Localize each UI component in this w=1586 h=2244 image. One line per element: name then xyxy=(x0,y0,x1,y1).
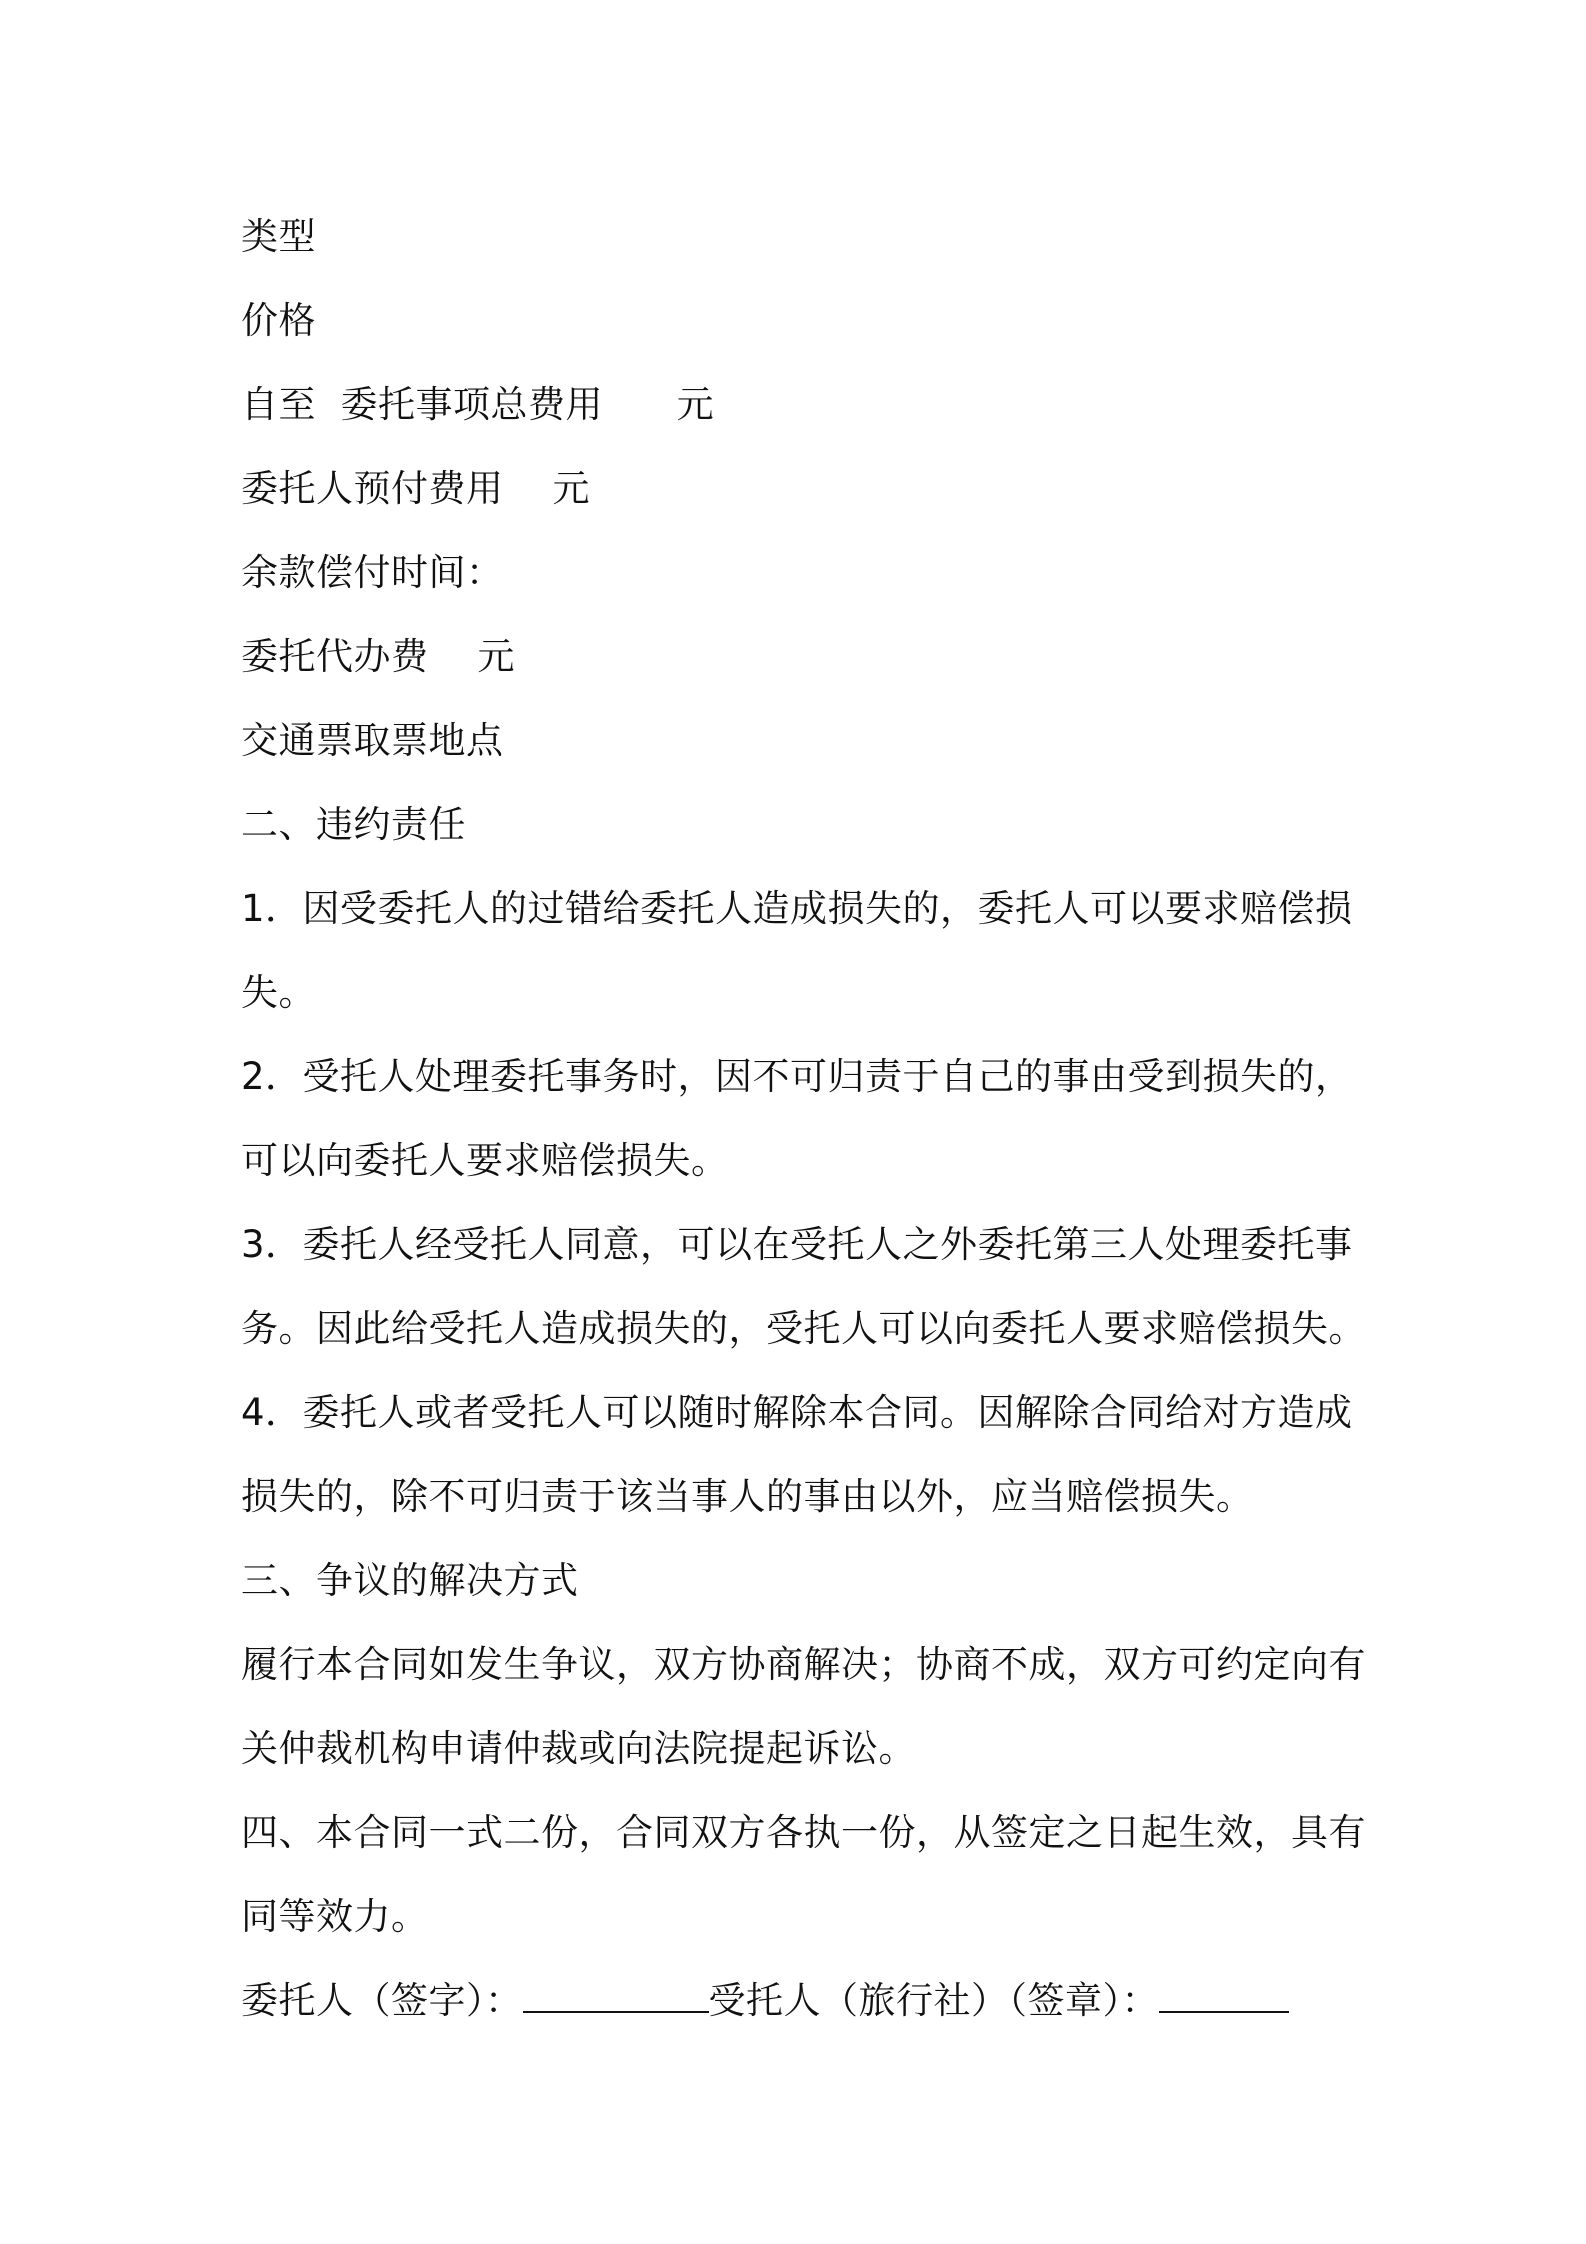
dispute-line-1: 履行本合同如发生争议，双方协商解决；协商不成，双方可约定向有 xyxy=(241,1643,1366,1686)
field-price: 价格 xyxy=(241,299,316,342)
dispute-line-2: 关仲裁机构申请仲裁或向法院提起诉讼。 xyxy=(241,1727,916,1770)
section-heading-liability: 二、违约责任 xyxy=(241,803,466,846)
field-ticket-pickup-location: 交通票取票地点 xyxy=(241,719,504,762)
agent-signature-label: 受托人（旅行社）（签章）： xyxy=(708,1979,1159,2022)
copies-paragraph xyxy=(241,1791,1366,1959)
liability-item-4-line-2: 损失的，除不可归责于该当事人的事由以外，应当赔偿损失。 xyxy=(241,1475,1254,1518)
section-heading-dispute: 三、争议的解决方式 xyxy=(241,1559,579,1602)
client-signature-blank[interactable] xyxy=(523,1983,709,2013)
liability-item-1 xyxy=(241,867,1361,1035)
field-period-total-fee: 自至 委托事项总费用 元 xyxy=(241,383,715,426)
field-agency-fee: 委托代办费 元 xyxy=(241,635,516,678)
liability-item-1-line-1: 1．因受委托人的过错给委托人造成损失的，委托人可以要求赔偿损 xyxy=(241,887,1353,930)
field-type: 类型 xyxy=(241,215,316,258)
liability-item-4-line-1: 4．委托人或者受托人可以随时解除本合同。因解除合同给对方造成 xyxy=(241,1391,1353,1434)
document-body xyxy=(241,195,1366,2043)
field-balance-payment-time: 余款偿付时间： xyxy=(241,551,504,594)
liability-item-3-line-1: 3．委托人经受托人同意，可以在受托人之外委托第三人处理委托事 xyxy=(241,1223,1353,1266)
agent-signature-blank[interactable] xyxy=(1159,1983,1289,2013)
liability-item-2 xyxy=(241,1035,1361,1203)
liability-item-2-line-1: 2．受托人处理委托事务时，因不可归责于自己的事由受到损失的， xyxy=(241,1055,1353,1098)
field-prepaid-fee: 委托人预付费用 元 xyxy=(241,467,591,510)
copies-line-1: 四、本合同一式二份，合同双方各执一份，从签定之日起生效，具有 xyxy=(241,1811,1366,1854)
liability-item-4 xyxy=(241,1371,1361,1539)
liability-item-3 xyxy=(241,1203,1366,1371)
copies-line-2: 同等效力。 xyxy=(241,1895,429,1938)
liability-item-3-line-2: 务。因此给受托人造成损失的，受托人可以向委托人要求赔偿损失。 xyxy=(241,1307,1366,1350)
liability-item-1-line-2: 失。 xyxy=(241,971,316,1014)
liability-item-2-line-2: 可以向委托人要求赔偿损失。 xyxy=(241,1139,729,1182)
client-signature-label: 委托人（签字）： xyxy=(241,1979,523,2022)
dispute-paragraph xyxy=(241,1623,1366,1791)
signature-line xyxy=(241,1959,1361,2043)
